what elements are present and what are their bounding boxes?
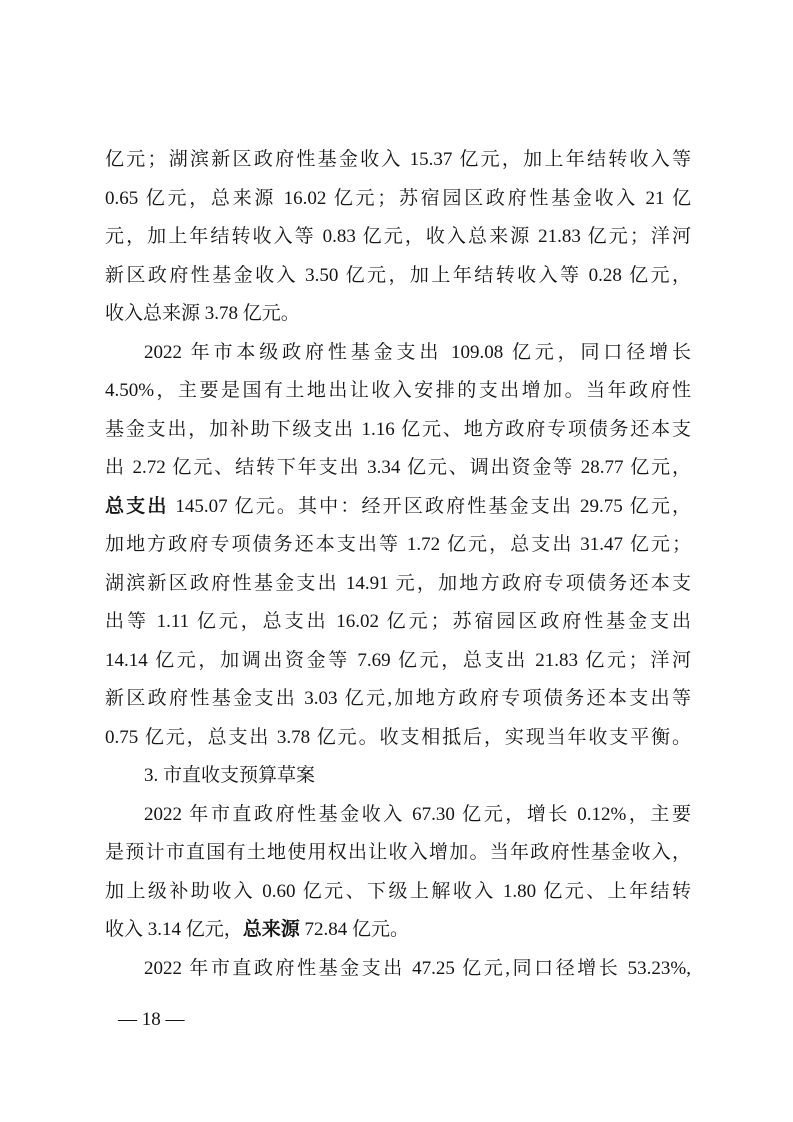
text-line: 加地方政府专项债务还本支出等 1.72 亿元，总支出 31.47 亿元； xyxy=(105,534,691,555)
bold-term: 总来源 xyxy=(242,919,300,940)
text-line: 基金支出，加补助下级支出 1.16 亿元、地方政府专项债务还本支 xyxy=(105,418,691,440)
text-line: 0.75 亿元，总支出 3.78 亿元。收支相抵后，实现当年收支平衡。 xyxy=(105,726,691,748)
page-number: — 18 — xyxy=(118,1009,185,1030)
text-line: 出等 1.11 亿元，总支出 16.02 亿元；苏宿园区政府性基金支出 xyxy=(105,611,691,632)
text-line: 收入 3.14 亿元，总来源 72.84 亿元。 xyxy=(105,919,410,940)
text-line: 亿元；湖滨新区政府性基金收入 15.37 亿元，加上年结转收入等 xyxy=(105,149,691,170)
text-line: 收入总来源 3.78 亿元。 xyxy=(105,303,300,324)
text-line: 4.50%，主要是国有土地出让收入安排的支出增加。当年政府性 xyxy=(105,380,691,401)
text-line: 加上级补助收入 0.60 亿元、下级上解收入 1.80 亿元、上年结转 xyxy=(105,880,691,902)
document-body xyxy=(105,141,691,988)
section-heading xyxy=(105,757,691,796)
text-line: 湖滨新区政府性基金支出 14.91 元，加地方政府专项债务还本支 xyxy=(105,572,691,594)
text-line: 2022 年市本级政府性基金支出 109.08 亿元，同口径增长 xyxy=(144,341,691,363)
text-line: 14.14 亿元，加调出资金等 7.69 亿元，总支出 21.83 亿元；洋河 xyxy=(105,649,691,671)
text-line: 元，加上年结转收入等 0.83 亿元，收入总来源 21.83 亿元；洋河 xyxy=(105,226,691,247)
text-line: 2022 年市直政府性基金支出 47.25 亿元,同口径增长 53.23%, xyxy=(144,957,691,979)
text-line: 新区政府性基金收入 3.50 亿元，加上年结转收入等 0.28 亿元， xyxy=(105,264,691,286)
text-line: 总支出 145.07 亿元。其中：经开区政府性基金支出 29.75 亿元， xyxy=(105,495,691,517)
text-line: 0.65 亿元，总来源 16.02 亿元；苏宿园区政府性基金收入 21 亿 xyxy=(105,187,691,209)
text-line: 2022 年市直政府性基金收入 67.30 亿元，增长 0.12%，主要 xyxy=(144,803,691,825)
bold-term: 总支出 xyxy=(105,495,169,517)
text-line: 是预计市直国有土地使用权出让收入增加。当年政府性基金收入， xyxy=(105,842,691,863)
paragraph xyxy=(105,141,691,334)
text-line: 新区政府性基金支出 3.03 亿元,加地方政府专项债务还本支出等 xyxy=(105,688,691,709)
paragraph xyxy=(105,950,691,989)
paragraph xyxy=(105,796,691,950)
paragraph xyxy=(105,334,691,758)
text-line: 3. 市直收支预算草案 xyxy=(144,765,316,786)
text-line: 出 2.72 亿元、结转下年支出 3.34 亿元、调出资金等 28.77 亿元， xyxy=(105,457,691,478)
